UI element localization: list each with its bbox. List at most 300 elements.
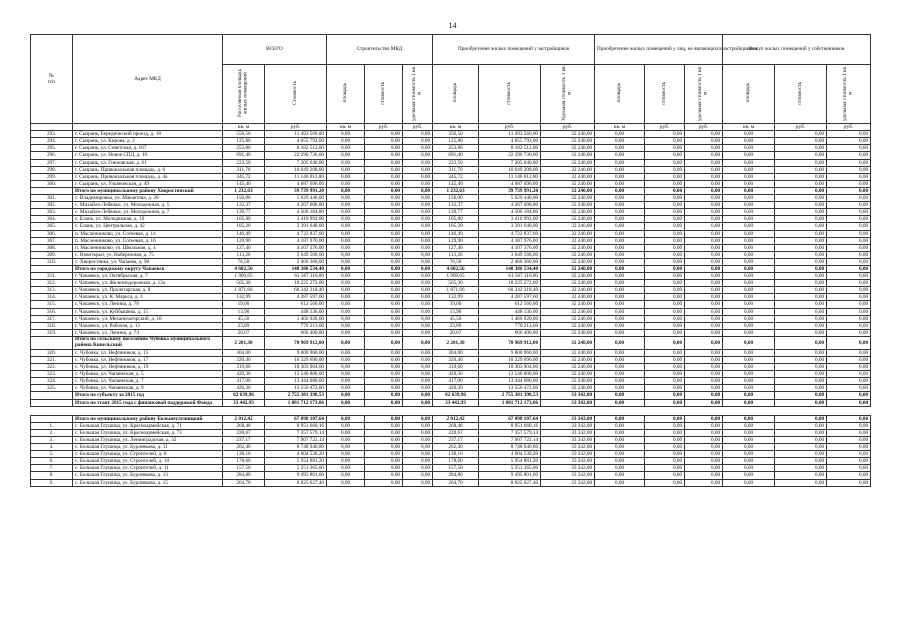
value-cell: 0,00 [403,415,433,422]
value-cell: 18 225 272,00 [265,280,327,287]
value-cell: 420,30 [223,385,265,392]
row-number: 310. [31,258,73,265]
value-cell: 0,00 [775,131,827,138]
row-address: г. Чапаевск, ул. Железнодорожная, д. 13а [73,280,223,287]
value-cell: 0,00 [327,415,365,422]
value-cell: 0,00 [685,223,723,230]
value-cell: 0,00 [595,180,645,187]
value-cell: 0,00 [645,444,685,451]
value-cell: 0,00 [327,159,365,166]
table-row [31,287,871,294]
row-number: 314. [31,294,73,301]
value-cell: 220,67 [433,429,479,436]
value-cell: 0,00 [595,415,645,422]
value-cell: 0,00 [365,230,403,237]
value-cell: 0,00 [327,349,365,356]
value-cell: 0,00 [403,152,433,159]
value-cell: 22 290 736,00 [265,152,327,159]
value-cell: 0,00 [365,287,403,294]
value-cell: 33 342,00 [541,399,595,406]
row-address: г. Чапаевск, ул. Куйбышева, д. 15 [73,308,223,315]
value-cell: 33 342,00 [541,415,595,422]
value-cell: 0,00 [365,202,403,209]
value-cell: 0,00 [723,465,775,472]
value-cell: 0,00 [685,131,723,138]
unit-cell: руб. [645,124,685,131]
value-cell: 0,00 [685,399,723,406]
value-cell: 0,00 [827,230,871,237]
value-cell: 0,00 [775,287,827,294]
value-cell: 0,00 [645,479,685,486]
value-cell: 2 755 381 398,53 [265,392,327,399]
value-cell: 0,00 [723,187,775,194]
value-cell: 0,00 [685,138,723,145]
value-cell: 0,00 [365,357,403,364]
value-cell: 0,00 [365,385,403,392]
total-row [31,265,871,272]
value-cell: 4 107 376,00 [265,244,327,251]
value-cell: 33 342,00 [541,422,595,429]
value-cell: 0,00 [827,329,871,336]
table-row [31,364,871,371]
value-cell: 0,00 [723,202,775,209]
value-cell: 0,00 [365,294,403,301]
table-row [31,315,871,322]
row-number: 8. [31,472,73,479]
value-cell: 0,00 [645,166,685,173]
value-cell: 0,00 [327,258,365,265]
value-cell: 319,60 [433,364,479,371]
value-cell: 420,30 [223,371,265,378]
row-number: 305. [31,223,73,230]
value-cell: 0,00 [327,378,365,385]
header-purchase-nondevelopers: Приобретение жилых помещений у лиц, не являющихся застройщиками [595,35,723,65]
value-cell: 0,00 [327,392,365,399]
value-cell: 8 748 940,80 [479,444,541,451]
value-cell: 420,30 [433,385,479,392]
total-row [31,392,871,399]
value-cell: 0,00 [685,308,723,315]
value-cell: 0,00 [327,223,365,230]
value-cell: 32 240,00 [541,287,595,294]
value-cell: 33 442,93 [223,399,265,406]
value-cell: 0,00 [403,173,433,180]
unit-cell: кв. м [723,124,775,131]
value-cell: 284,80 [433,472,479,479]
value-cell: 0,00 [775,173,827,180]
table-row [31,294,871,301]
value-cell: 0,00 [595,223,645,230]
row-number [31,336,73,349]
value-cell: 691,40 [223,152,265,159]
value-cell: 0,00 [685,315,723,322]
value-cell: 8 825 627,40 [265,479,327,486]
value-cell: 0,00 [327,265,365,272]
value-cell: 132,37 [223,202,265,209]
value-cell: 356,50 [433,131,479,138]
value-cell: 0,00 [403,429,433,436]
value-cell: 0,00 [595,399,645,406]
unit-cell: руб. [403,124,433,131]
row-address: с. Чубовка, ул. Нефтяников, д. 15 [73,349,223,356]
row-number: 5. [31,451,73,458]
value-cell: 0,00 [645,385,685,392]
row-number: 308. [31,244,73,251]
value-cell: 770 213,60 [479,322,541,329]
value-cell: 0,00 [365,364,403,371]
value-cell: 0,00 [327,294,365,301]
value-cell: 0,00 [595,436,645,443]
value-cell: 0,00 [365,422,403,429]
value-cell: 220,67 [223,429,265,436]
value-cell: 0,00 [723,336,775,349]
value-cell: 0,00 [645,244,685,251]
value-cell: 0,00 [685,371,723,378]
value-cell: 32 240,00 [541,301,595,308]
value-cell: 0,00 [595,301,645,308]
value-cell: 10 329 696,00 [265,357,327,364]
value-cell: 0,00 [827,131,871,138]
value-cell: 32 240,00 [541,216,595,223]
value-cell: 70 969 912,00 [479,336,541,349]
value-cell: 420,30 [433,371,479,378]
value-cell: 0,00 [827,195,871,202]
value-cell: 3 391 648,00 [265,223,327,230]
value-cell: 0,00 [723,392,775,399]
value-cell: 0,00 [365,216,403,223]
value-cell [433,406,479,415]
value-cell: 18 225 272,00 [479,280,541,287]
value-cell: 0,00 [827,166,871,173]
value-cell: 0,00 [723,385,775,392]
value-cell: 0,00 [827,202,871,209]
row-address: г. Чапаевск, ул. Рабочая, д. 12 [73,322,223,329]
value-cell: 0,00 [685,159,723,166]
value-cell: 0,00 [827,237,871,244]
value-cell: 0,00 [403,280,433,287]
value-cell: 0,00 [327,173,365,180]
value-cell: 0,00 [645,152,685,159]
row-address: с. Михайло-Лебяжье, ул. Молодежная, д. 7 [73,209,223,216]
value-cell: 33 342,00 [541,429,595,436]
value-cell: 0,00 [645,258,685,265]
value-cell: 0,00 [775,180,827,187]
value-cell: 0,00 [595,371,645,378]
value-cell: 0,00 [685,237,723,244]
value-cell: 2 755 381 398,53 [479,392,541,399]
value-cell: 3 391 648,00 [479,223,541,230]
value-cell: 0,00 [365,429,403,436]
row-number: 300. [31,180,73,187]
value-cell: 148 386 534,40 [265,265,327,272]
value-cell: 178,60 [223,458,265,465]
row-address: г. Чапаевск, ул. Октябрьская, д. 7 [73,273,223,280]
value-cell: 0,00 [403,465,433,472]
value-cell: 0,00 [775,216,827,223]
value-cell: 0,00 [327,436,365,443]
value-cell: 0,00 [645,472,685,479]
row-address: г. Чапаевск, ул. Механизаторский, д. 10 [73,315,223,322]
value-cell: 4 055 792,00 [479,138,541,145]
row-number: 298. [31,166,73,173]
row-number: 316. [31,308,73,315]
table-row [31,152,871,159]
value-cell: 0,00 [403,159,433,166]
value-cell: 0,00 [403,364,433,371]
value-cell: 0,00 [327,399,365,406]
value-cell: 0,00 [685,280,723,287]
row-number: 306. [31,230,73,237]
value-cell: 0,00 [775,237,827,244]
value-cell: 0,00 [595,322,645,329]
value-cell: 39 739 991,20 [479,187,541,194]
value-cell: 0,00 [645,265,685,272]
sub-area-construction: площадь [327,65,365,124]
value-cell: 0,00 [723,308,775,315]
value-cell: 0,00 [645,415,685,422]
value-cell: 0,00 [327,187,365,194]
value-cell: 0,00 [365,315,403,322]
value-cell: 0,00 [723,258,775,265]
value-cell: 0,00 [685,329,723,336]
value-cell: 0,00 [685,287,723,294]
value-cell: 0,00 [403,223,433,230]
value-cell: 0,00 [827,287,871,294]
value-cell: 0,00 [403,451,433,458]
row-address: г. Чапаевск, ул. Ленина, д. 78 [73,301,223,308]
value-cell: 0,00 [775,244,827,251]
value-cell: 0,00 [403,329,433,336]
row-address: г. Чапаевск, ул. К. Маркса, д. 3 [73,294,223,301]
value-cell: 67 098 107,64 [265,415,327,422]
value-cell: 237,17 [223,436,265,443]
table-row [31,258,871,265]
value-cell: 7 357 579,14 [265,429,327,436]
row-address: Итого по городскому округу Чапаевск [73,265,223,272]
value-cell: 0,00 [403,479,433,486]
value-cell: 0,00 [403,472,433,479]
table-row [31,429,871,436]
value-cell: 146,49 [433,230,479,237]
value-cell: 0,00 [365,308,403,315]
value-cell: 0,00 [403,308,433,315]
row-address: Итого по муниципальному району Хворостянский [73,187,223,194]
table-row [31,251,871,258]
value-cell: 0,00 [327,385,365,392]
value-cell: 33 342,00 [541,472,595,479]
value-cell: 0,00 [723,145,775,152]
value-cell: 0,00 [775,479,827,486]
value-cell: 0,00 [403,251,433,258]
value-cell: 223,50 [433,159,479,166]
table-row [31,458,871,465]
value-cell: 127,40 [223,244,265,251]
row-number: 319. [31,329,73,336]
row-address: г. Сызрань, ул. Ульяновская, д. 49 [73,180,223,187]
value-cell [365,406,403,415]
value-cell: 32 240,00 [541,202,595,209]
value-cell: 0,00 [775,364,827,371]
value-cell: 0,00 [645,315,685,322]
value-cell: 0,00 [403,385,433,392]
value-cell: 0,00 [595,131,645,138]
table-body [31,131,871,486]
value-cell: 0,00 [595,152,645,159]
value-cell: 0,00 [827,444,871,451]
value-cell: 4 267 608,80 [265,202,327,209]
value-cell: 0,00 [723,280,775,287]
sub-unit-buyout: удельная стоимость 1 кв. м [827,65,871,124]
value-cell: 0,00 [327,429,365,436]
value-cell: 612 560,00 [265,301,327,308]
value-cell: 0,00 [723,159,775,166]
value-cell: 178,60 [433,458,479,465]
table-row [31,131,871,138]
value-cell: 0,00 [595,244,645,251]
value-cell: 0,00 [403,399,433,406]
value-cell: 0,00 [365,399,403,406]
value-cell: 32 240,00 [541,378,595,385]
value-cell: 0,00 [685,202,723,209]
value-cell [327,406,365,415]
value-cell: 345,72 [223,173,265,180]
table-row [31,216,871,223]
value-cell: 0,00 [775,195,827,202]
unit-cell: кв. м [595,124,645,131]
value-cell: 0,00 [595,422,645,429]
value-cell: 0,00 [827,451,871,458]
value-cell: 0,00 [827,187,871,194]
value-cell: 0,00 [595,315,645,322]
value-cell: 1 466 920,00 [265,315,327,322]
value-cell: 32 240,00 [541,364,595,371]
value-cell: 0,00 [365,209,403,216]
value-cell: 0,00 [595,444,645,451]
value-cell: 33 342,00 [541,451,595,458]
value-cell [645,406,685,415]
table-row [31,349,871,356]
value-cell: 32 240,00 [541,145,595,152]
value-cell: 0,00 [365,273,403,280]
row-number [31,399,73,406]
value-cell: 105,20 [223,223,265,230]
value-cell: 0,00 [327,479,365,486]
value-cell: 0,00 [645,308,685,315]
value-cell: 0,00 [827,422,871,429]
header-purchase-developers: Приобретение жилых помещений у застройщиков [433,35,595,65]
sub-area-buyout: площадь [723,65,775,124]
value-cell: 0,00 [645,349,685,356]
row-address: с. Большая Глушица, ул. Строителей, д. 11 [73,465,223,472]
value-cell: 0,00 [685,301,723,308]
table-row [31,273,871,280]
value-cell: 10 049 208,00 [479,166,541,173]
row-address: с. Елань, ул. Молодежная, д. 10 [73,216,223,223]
value-cell: 0,00 [327,180,365,187]
table-row [31,444,871,451]
value-cell: 0,00 [403,378,433,385]
value-cell: 1 909,65 [223,273,265,280]
row-number: 7. [31,465,73,472]
row-number: 307. [31,237,73,244]
row-address: п. Масленниково, ул. Сотеевая, д. 16 [73,237,223,244]
value-cell: 0,00 [327,472,365,479]
row-number: 315. [31,301,73,308]
value-cell: 0,00 [645,180,685,187]
value-cell: 0,00 [723,322,775,329]
value-cell: 32 240,00 [541,308,595,315]
value-cell: 0,00 [827,364,871,371]
value-cell: 0,00 [827,472,871,479]
table-row [31,145,871,152]
value-cell: 0,00 [827,357,871,364]
value-cell: 23,89 [433,322,479,329]
row-address: Итого по муниципальному району Большеглушицкий [73,415,223,422]
value-cell: 0,00 [723,472,775,479]
value-cell: 0,00 [827,280,871,287]
value-cell: 11 493 560,00 [479,131,541,138]
table-row [31,159,871,166]
value-cell: 1 909,65 [433,273,479,280]
value-cell: 76,50 [433,258,479,265]
table-row [31,451,871,458]
value-cell: 0,00 [327,465,365,472]
row-address: с. Большая Глушица, ул. Строителей, д. 8 [73,451,223,458]
value-cell [223,406,265,415]
row-number: 2. [31,429,73,436]
row-address [73,406,223,415]
value-cell: 0,00 [327,244,365,251]
value-cell: 33 342,00 [541,444,595,451]
value-cell: 7 205 640,00 [265,159,327,166]
table-row [31,436,871,443]
row-address: с. Большая Глушица, ул. Красноармейская, д. 73 [73,429,223,436]
value-cell: 32 240,00 [541,180,595,187]
value-cell: 0,00 [827,173,871,180]
row-address: Итого по сельскому поселению Чубовка муниципального района Кинельский [73,336,223,349]
value-cell: 0,00 [775,209,827,216]
value-cell: 8 951 660,16 [479,422,541,429]
value-cell: 448 136,00 [265,308,327,315]
row-number: 1. [31,422,73,429]
value-cell: 60 342 318,40 [265,287,327,294]
value-cell: 0,00 [327,315,365,322]
value-cell: 1 081 712 173,06 [479,399,541,406]
value-cell: 0,00 [595,364,645,371]
value-cell: 0,00 [685,364,723,371]
value-cell: 4 107 376,00 [479,244,541,251]
value-cell: 0,00 [365,301,403,308]
value-cell: 105,20 [433,223,479,230]
value-cell: 0,00 [685,251,723,258]
value-cell: 3 649 568,00 [265,251,327,258]
value-cell: 0,00 [645,329,685,336]
total-row [31,415,871,422]
value-cell: 2 466 360,00 [265,258,327,265]
value-cell: 0,00 [403,258,433,265]
unit-cell: руб. [365,124,403,131]
value-cell: 0,00 [595,209,645,216]
value-cell: 0,00 [595,385,645,392]
value-cell: 0,00 [827,429,871,436]
value-cell: 19,00 [433,301,479,308]
value-cell: 9 495 801,60 [265,472,327,479]
value-cell: 33 342,00 [541,479,595,486]
value-cell: 0,00 [327,216,365,223]
value-cell: 0,00 [645,371,685,378]
value-cell: 32 240,00 [541,159,595,166]
value-cell: 0,00 [723,287,775,294]
